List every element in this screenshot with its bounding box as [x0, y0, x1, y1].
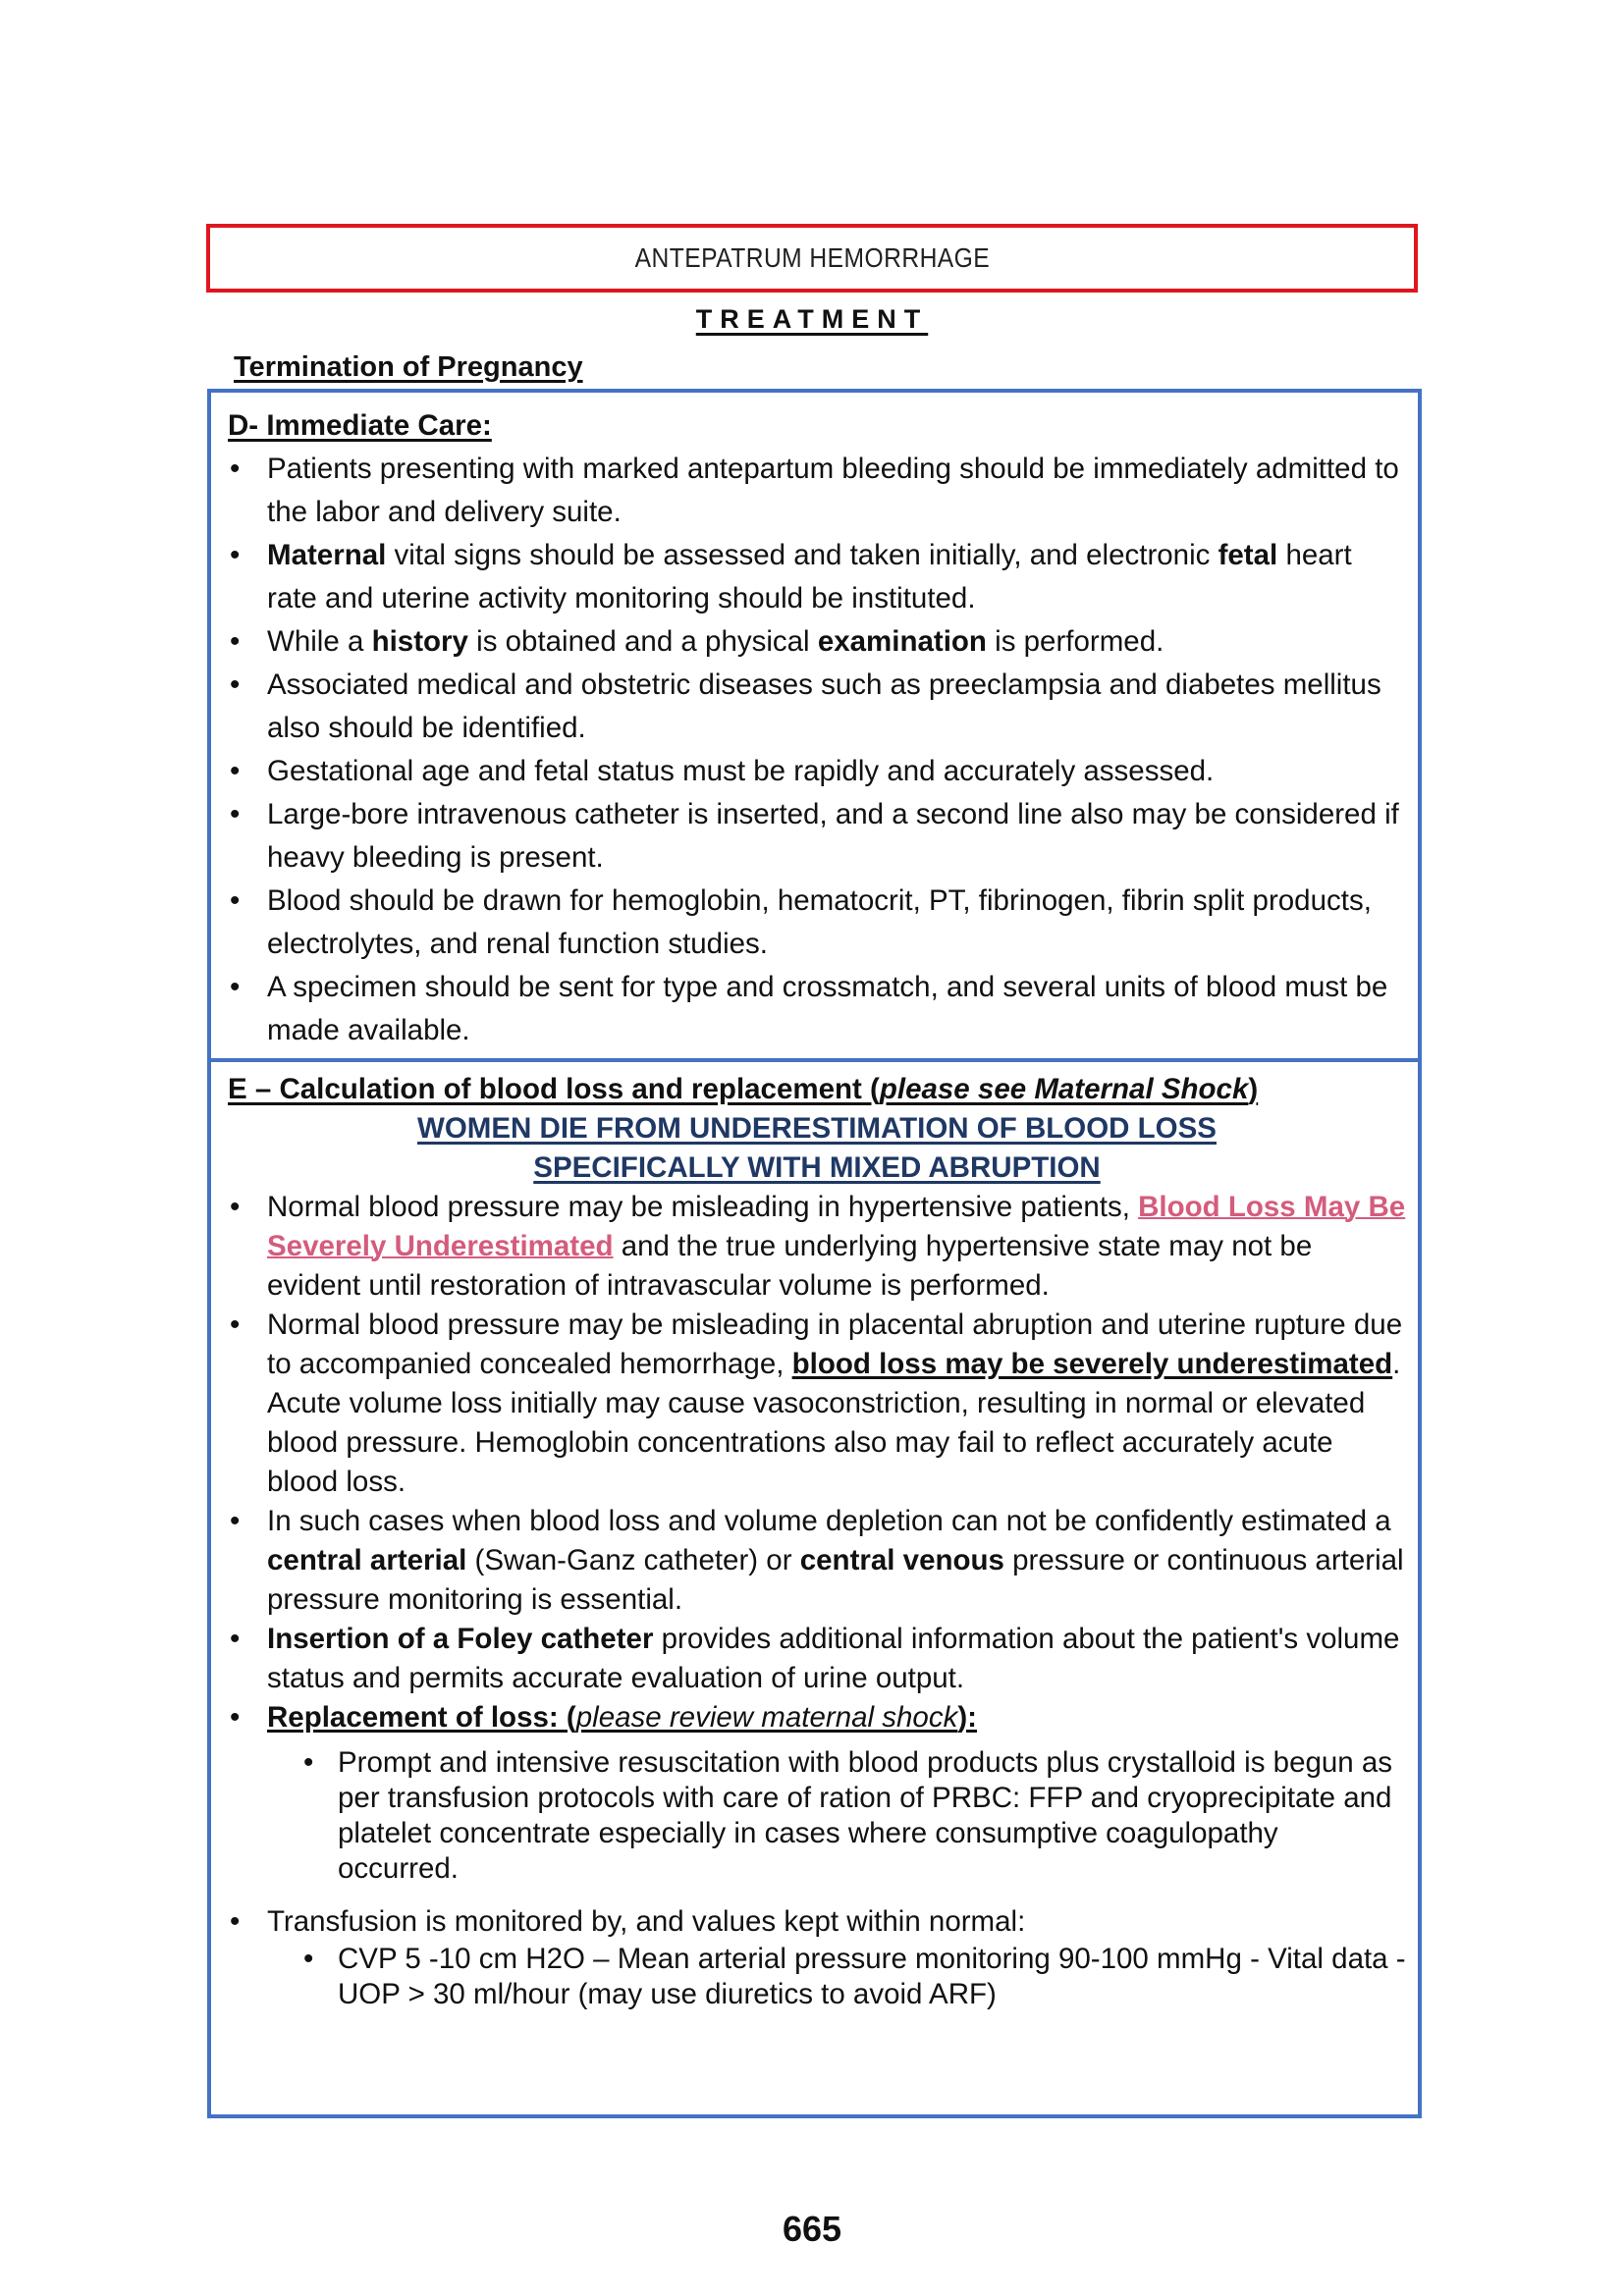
page-number: 665	[782, 2209, 842, 2249]
highlight-warning: Blood Loss May Be Severely Underestimated	[267, 1191, 1406, 1262]
warning-line-2: SPECIFICALLY WITH MIXED ABRUPTION	[533, 1151, 1101, 1184]
section-d-list	[228, 448, 1406, 1052]
list-item: • Large-bore intravenous catheter is inserted, and a second line also may be considered if heavy bleeding is present.	[228, 793, 1406, 880]
section-e	[228, 1070, 1406, 2012]
sub-list	[301, 1745, 1406, 1887]
title-box	[206, 224, 1418, 293]
list-item: • Associated medical and obstetric diseases such as preeclampsia and diabetes mellitus also should be identified.	[228, 664, 1406, 750]
section-divider	[207, 1058, 1422, 1062]
sub-list-item: • CVP 5 -10 cm H2O – Mean arterial pressure monitoring 90-100 mmHg - Vital data -UOP > 30 ml/hour (may use diuretics to avoid ARF)	[301, 1942, 1406, 2012]
sub-list-item: • Prompt and intensive resuscitation with blood products plus crystalloid is begun as per transfusion protocols with care of ration of PRBC: FFP and cryoprecipitate and platelet concentrate especially in cases where consumptive coagulopathy occurred.	[301, 1745, 1406, 1887]
section-d	[228, 404, 1406, 1052]
list-item: • While a history is obtained and a physical examination is performed.	[228, 620, 1406, 664]
list-item: • Patients presenting with marked antepartum bleeding should be immediately admitted to the labor and delivery suite.	[228, 448, 1406, 534]
list-item: • Normal blood pressure may be misleading in placental abruption and uterine rupture due to accompanied concealed hemorrhage, blood loss may be severely underestimated. Acute volume loss initially may cause vasoconstriction, resulting in normal or elevated blood pressure. Hemoglobin concentrations also may fail to reflect accurately acute blood loss.	[228, 1306, 1406, 1502]
list-item: • Transfusion is monitored by, and values kept within normal: • CVP 5 -10 cm H2O – Mean arterial pressure monitoring 90-100 mmHg - Vital data -UOP > 30 ml/hour (may use diuretics to avoid ARF)	[228, 1902, 1406, 2012]
list-item: • Maternal vital signs should be assessed and taken initially, and electronic fetal heart rate and uterine activity monitoring should be instituted.	[228, 534, 1406, 620]
list-item: • In such cases when blood loss and volume depletion can not be confidently estimated a central arterial (Swan-Ganz catheter) or central venous pressure or continuous arterial pressure monitoring is essential.	[228, 1502, 1406, 1620]
list-item: • Insertion of a Foley catheter provides additional information about the patient's volume status and permits accurate evaluation of urine output.	[228, 1620, 1406, 1698]
section-e-heading: E – Calculation of blood loss and replacement (please see Maternal Shock)	[228, 1073, 1259, 1105]
treatment-heading: TREATMENT	[695, 304, 929, 334]
warning-line-1: WOMEN DIE FROM UNDERESTIMATION OF BLOOD LOSS	[417, 1112, 1217, 1145]
page-title: ANTEPATRUM HEMORRHAGE	[634, 242, 990, 273]
list-item: • Blood should be drawn for hemoglobin, hematocrit, PT, fibrinogen, fibrin split products, electrolytes, and renal function studies.	[228, 880, 1406, 966]
section-e-list	[228, 1188, 1406, 2012]
list-item: • Gestational age and fetal status must be rapidly and accurately assessed.	[228, 750, 1406, 793]
list-item: • Replacement of loss: (please review maternal shock): • Prompt and intensive resuscitation with blood products plus crystalloid is begun as per transfusion protocols with care of ration of PRBC: FFP and cryoprecipitate and platelet concentrate especially in cases where consumptive coagulopathy occurred.	[228, 1698, 1406, 1902]
list-item: • A specimen should be sent for type and crossmatch, and several units of blood must be made available.	[228, 966, 1406, 1052]
list-item: • Normal blood pressure may be misleading in hypertensive patients, Blood Loss May Be Severely Underestimated and the true underlying hypertensive state may not be evident until restoration of intravascular volume is performed.	[228, 1188, 1406, 1306]
section-d-heading: D- Immediate Care:	[228, 409, 492, 442]
sub-list	[301, 1942, 1406, 2012]
termination-subtitle: Termination of Pregnancy	[234, 351, 583, 383]
